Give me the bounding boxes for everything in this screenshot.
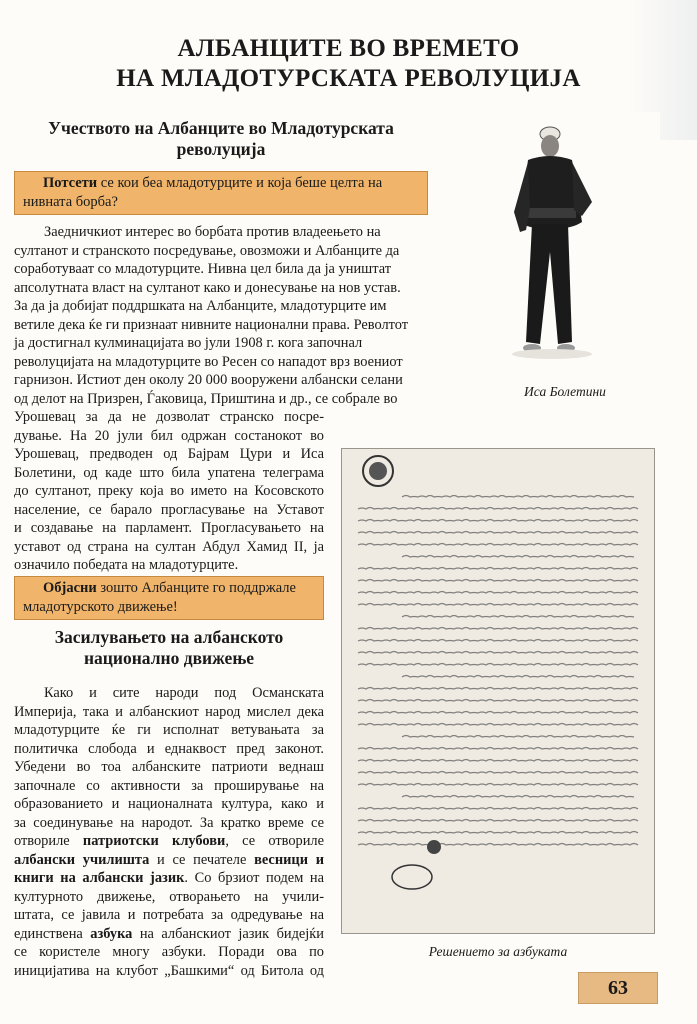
para2-line-13: штата, се јавила и потребата за одредување на [14, 907, 324, 923]
section2-heading-line-1: Засилувањето на албанското [54, 627, 284, 647]
para1-line: гарнизон. Истиот ден околу 20 000 вооружени албански селани [14, 372, 403, 388]
para1-line: уставот од страна на султан Абдул Хамид II, ја [14, 538, 324, 555]
para2-line-11-b: . Со брзиот подем на [184, 870, 324, 886]
alphabet-decision-document [341, 448, 655, 934]
para1-line: до султанот, преку која во името на Косовското [14, 483, 324, 499]
section-heading-participation [14, 118, 428, 160]
paragraph-national-movement-lines [14, 684, 324, 832]
patriotic-clubs-bold: патриотски клубови [82, 833, 226, 849]
para1-line: Болетини, од каде што била упатена телеграма [14, 464, 324, 481]
reminder-label: Потсети [43, 175, 98, 191]
page-title [60, 34, 637, 94]
reminder-box [14, 171, 428, 215]
para1-line: султанот и странското посредување, овозможи и Албанците да [14, 242, 400, 259]
para2-line: за соединување на народот. За кратко време се [14, 814, 324, 831]
para2-line-10-b: и се печателе [149, 851, 255, 868]
para2-line-10 [14, 851, 324, 870]
paragraph-national-movement [14, 684, 324, 980]
para2-line-14 [14, 925, 324, 944]
para2-line-14-a: единствена [14, 925, 91, 942]
page-title-line-2: НА МЛАДОТУРСКАТА РЕВОЛУЦИЈА [116, 65, 581, 92]
para1-line: апсолутната власт на султанот како и донесување на нов устав. [14, 279, 401, 296]
section2-heading-line-2: национално движење [83, 648, 255, 668]
para2-line: Како и сите народи под Османската [44, 685, 324, 701]
para2-line-12: културното движење, отворањето на учили- [14, 888, 324, 905]
para2-line: младотурците ќе ги исполнат ветувањата за [14, 722, 324, 738]
para1-line: За да ја добијат поддршката на Албанците, младотурците им [14, 298, 387, 314]
para1-line: означило победата на младотурците. [14, 557, 239, 573]
para2-line: Убедени во тоа албанските патриоти веднаш [14, 759, 324, 775]
explain-text-1: зошто Албанците го поддржале [96, 580, 296, 596]
photo-caption: Иса Болетини [524, 384, 606, 399]
para2-line-15: се користеле многу азбуки. Поради ова по [14, 944, 324, 960]
paragraph-participation [14, 223, 409, 575]
para1-line: ветиле дека ќе ги признаат нивните национални права. Револтот [14, 316, 409, 333]
para2-line-16: иницијатива на клубот „Башкими“ од Битола од [14, 962, 324, 979]
para2-line: политичка слобода и еднаквост пред законот. [14, 740, 324, 757]
albanian-books-bold: книги на албански јазик [14, 870, 185, 886]
explain-text-2: младотурското движење! [23, 599, 178, 615]
reminder-box-line-1 [23, 174, 419, 193]
document-scan-illustration [342, 449, 654, 933]
para1-line: Урошевац за да не дозволат странско посре- [14, 409, 324, 425]
para1-line: соработуваат со младотурците. Нивна цел била да ја уништат [14, 261, 391, 277]
explain-box [14, 576, 324, 620]
explain-box-line-1 [23, 579, 315, 598]
albanian-schools-bold: албански училишта [14, 851, 150, 868]
para2-line-11 [14, 869, 324, 888]
para1-line: револуцијата на младотурците во Ресен со нападот врз воениот [14, 353, 403, 370]
para2-line-9-c: , се отвориле [225, 833, 325, 849]
para1-line: Заедничкиот интерес во борбата против владеењето на [44, 224, 381, 240]
para2-line: Империја, така и албанскиот народ мислел дека [14, 703, 324, 720]
para1-line: дување. На 20 јули бил одржан состанокот во [14, 427, 324, 444]
para2-line-9 [14, 832, 324, 851]
section-heading-line-2: револуција [176, 139, 266, 159]
newspapers-bold: весници и [254, 851, 324, 868]
section-heading-line-1: Учеството на Албанците во Младотурската [48, 118, 394, 138]
section-heading-national-movement [14, 627, 324, 669]
page-title-line-1: АЛБАНЦИТЕ ВО ВРЕМЕТО [177, 35, 520, 62]
para2-line-9-a: отвориле [14, 833, 83, 849]
para2-line: образованието и националната култура, како и [14, 796, 324, 812]
isa-boletini-photo [470, 112, 660, 382]
page-number: 63 [578, 972, 658, 1004]
para2-line: започнале со активности за проширување на [14, 777, 324, 794]
para1-line: од делот на Призрен, Ѓаковица, Приштина и др., се собрале во [14, 390, 398, 407]
reminder-text-1: се кои беа младотурците и која беше целта на [97, 175, 383, 191]
para1-line: Урошевац, предводен од Бајрам Цури и Иса [14, 446, 324, 462]
explain-label: Објасни [43, 580, 97, 596]
alphabet-bold: азбука [90, 925, 133, 942]
para1-line: и создавање на парламент. Прогласувањето на [14, 520, 324, 536]
document-caption: Решението за азбуката [428, 944, 568, 959]
para2-line-14-c: на албанскиот јазик бидејќи [132, 925, 324, 942]
reminder-text-2: нивната борба? [23, 194, 118, 210]
para1-line: население, се барало прогласување на Уставот [14, 501, 324, 518]
para1-line: ја достигнал кулминацијата во јули 1908 г. кога започнал [14, 335, 363, 351]
